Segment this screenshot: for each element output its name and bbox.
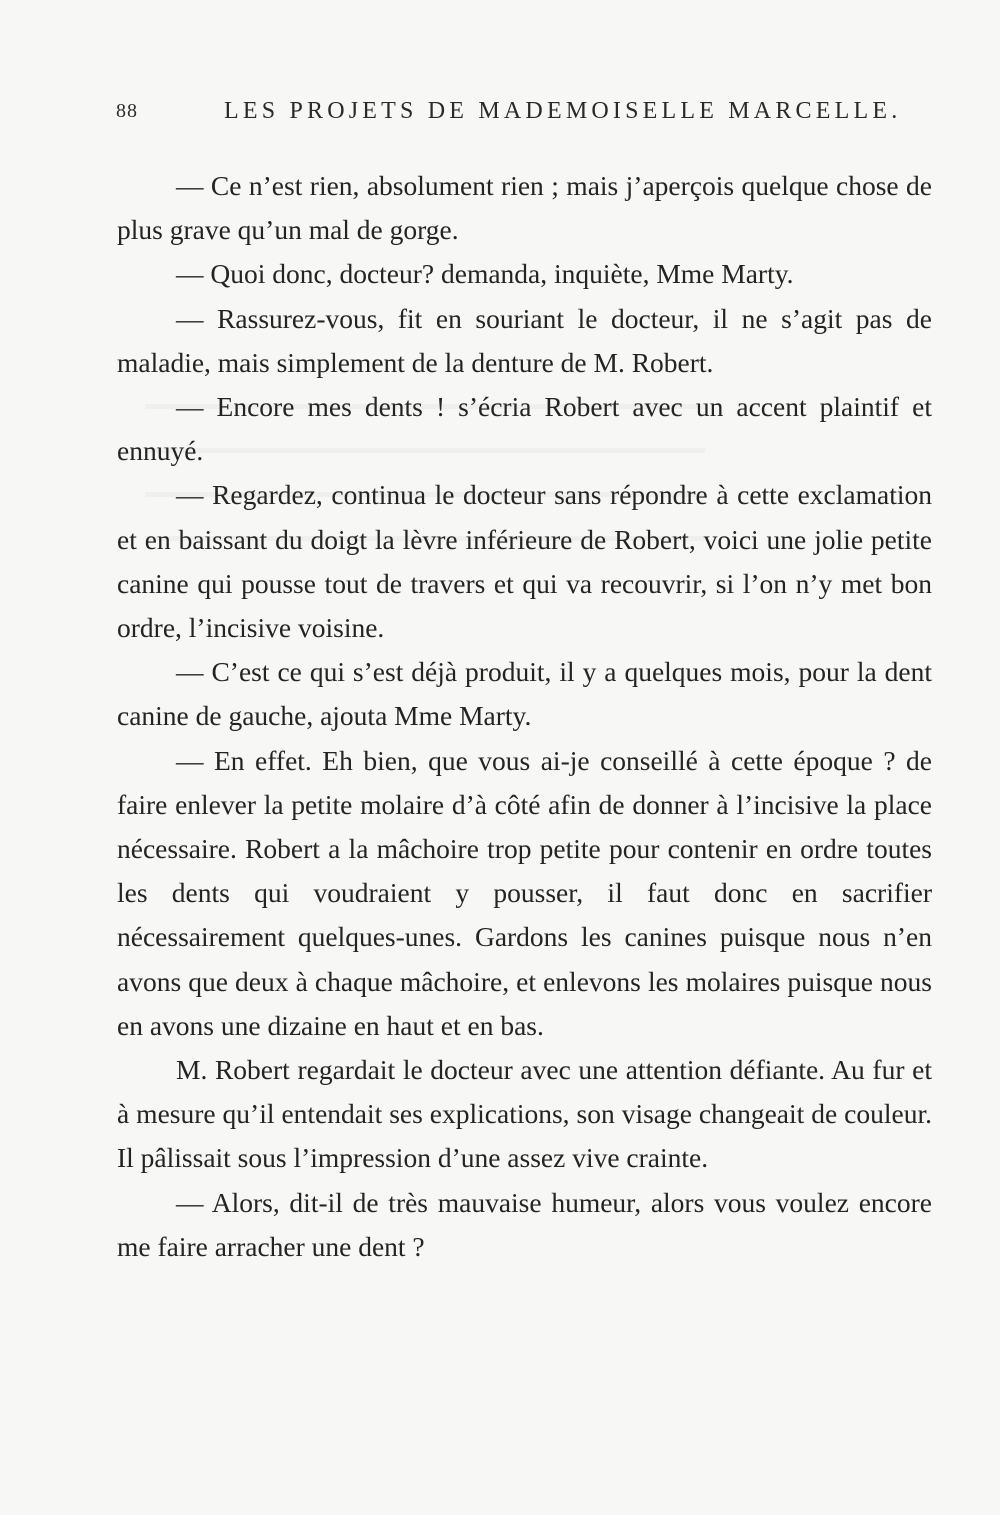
paragraph-4: — Encore mes dents ! s’écria Robert avec un accent plaintif et ennuyé. — [117, 391, 932, 467]
page-number: 88 — [116, 100, 138, 122]
paragraph-8: M. Robert regardait le docteur avec une attention défiante. Au fur et à mesure qu’il entendait ses explications, son visage changeait de couleur. Il pâlissait sous l’impression d’une assez vive crainte. — [117, 1054, 932, 1174]
paragraph-1: — Ce n’est rien, absolument rien ; mais j’aperçois quelque chose de plus grave qu’un mal de gorge. — [117, 170, 932, 246]
paragraph-6: — C’est ce qui s’est déjà produit, il y a quelques mois, pour la dent canine de gauche, ajouta Mme Marty. — [117, 656, 932, 732]
running-title: LES PROJETS DE MADEMOISELLE MARCELLE. — [224, 98, 902, 124]
paragraph-7: — En effet. Eh bien, que vous ai-je conseillé à cette époque ? de faire enlever la petite molaire d’à côté afin de donner à l’incisive la place nécessaire. Robert a la mâchoire trop petite pour contenir en ordre toutes les dents qui voudraient y pousser, il faut donc en sacrifier nécessairement quelques-unes. Gardons les canines puisque nous n’en avons que deux à chaque mâchoire, et enlevons les molaires puisque nous en avons une dizaine en haut et en bas. — [117, 744, 932, 1041]
paragraph-5: — Regardez, continua le docteur sans répondre à cette exclamation et en baissant du doigt la lèvre inférieure de Robert, voici une jolie petite canine qui pousse tout de travers et qui va recouvrir, si l’on n’y met bon ordre, l’incisive voisine. — [117, 479, 932, 644]
paragraph-3: — Rassurez-vous, fit en souriant le docteur, il ne s’agit pas de maladie, mais simplement de la denture de M. Robert. — [117, 302, 932, 378]
paragraph-9: — Alors, dit-il de très mauvaise humeur, alors vous voulez encore me faire arracher une dent ? — [117, 1186, 932, 1262]
paragraph-2: — Quoi donc, docteur? demanda, inquiète, Mme Marty. — [176, 258, 794, 290]
body-text — [117, 164, 932, 1269]
